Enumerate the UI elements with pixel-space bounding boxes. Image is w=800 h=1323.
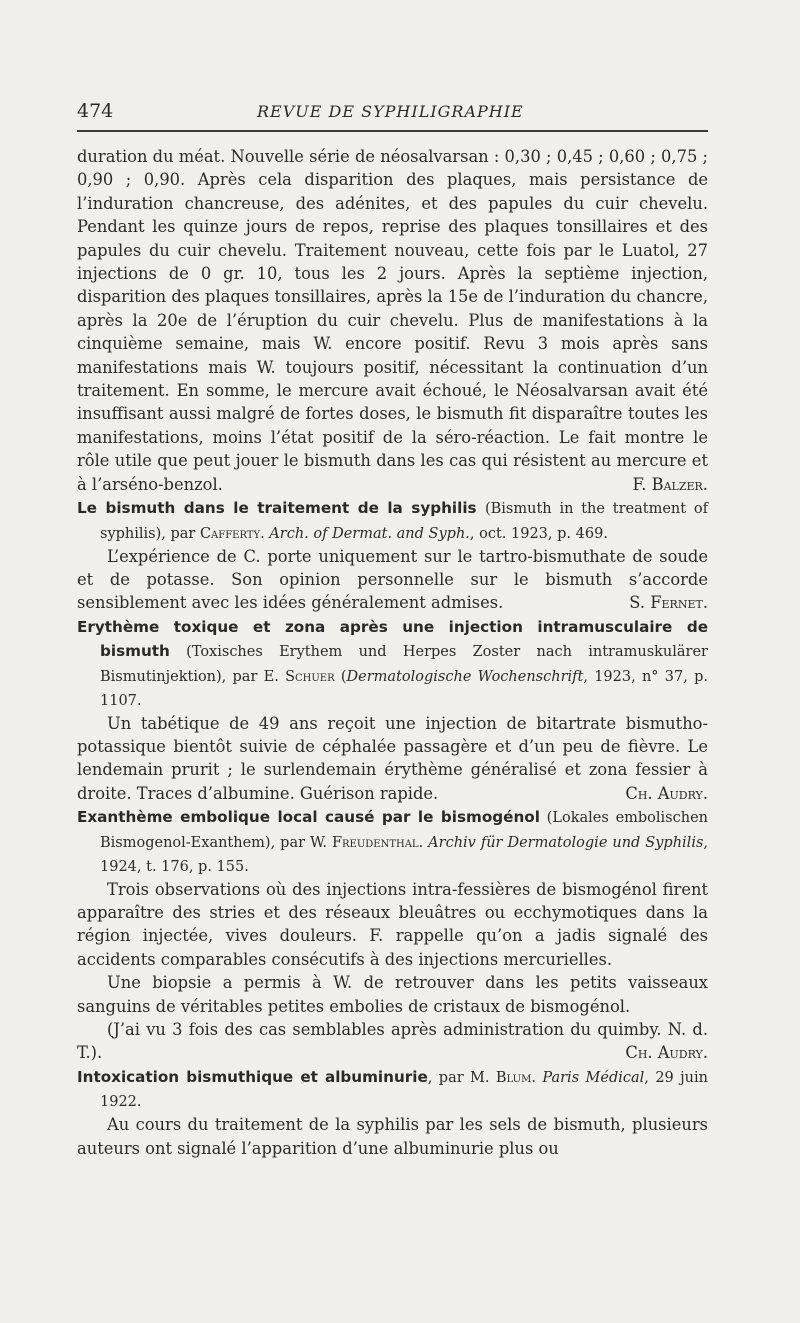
review-title: Erythème toxique et zona après une injection intramusculaire de bismuth [77,617,708,661]
review-item [77,615,708,805]
review-signature: S. Fernet. [629,593,708,613]
review-paragraph: Trois observations où des injections intra-fessières de bismogénol firent apparaître des stries et des réseaux bleuâtres ou ecchymotiques dans la région injectée, vives douleurs. F. rappelle qu’on a jadis signalé des accidents comparables consécutifs à des injections mercurielles. [77,879,708,969]
review-title: Exanthème embolique local causé par le bismogénol [77,808,540,827]
review-paragraph: Une biopsie a permis à W. de retrouver dans les petits vaisseaux sanguins de véritables petites embolies de cristaux de bismogénol. [77,973,708,1016]
review-author: Cafferty [199,525,261,542]
review-meta-tail: , 1923, n° 37, p. 1107. [100,668,708,709]
running-title: REVUE DE SYPHILIGRAPHIE [257,102,524,121]
review-meta-plain: (Lokales embolischen Bismogenol-Exanthem), par W. [100,810,709,851]
article-body [77,145,708,1160]
review-text: L’expérience de C. porte uniquement sur le tartro-bismuthate de soude et de potasse. Son opinion personnelle sur le bismuth s’accorde sensiblement avec les idées généralement admises. [77,546,708,613]
review-author: Blum [495,1069,532,1086]
review-meta-tail: , oct. 1923, p. 469. [469,525,608,542]
review-paragraph [77,712,708,806]
review-item [77,805,708,1065]
review-journal: Paris Médical [542,1069,645,1086]
review-meta-plain: (Bismuth in the treatment of syphilis), par [100,501,708,542]
review-journal: Arch. of Dermat. and Syph. [269,525,470,542]
header-rule [77,130,708,132]
review-meta-sep: ( [334,668,347,685]
review-paragraph [77,1018,708,1065]
review-meta-tail: , 1924, t. 176, p. 155. [100,834,709,875]
review-item [77,1065,708,1160]
review-meta-sep: . [531,1069,543,1086]
review-meta-sep: . [418,834,429,851]
review-title: Intoxication bismuthique et albuminurie [77,1067,428,1086]
review-meta-sep: . [260,525,270,542]
review-paragraph: Au cours du traitement de la syphilis par les sels de bismuth, plusieurs auteurs ont signalé l’apparition d’une albuminurie plus ou [77,1115,708,1158]
intro-paragraph [77,145,708,496]
review-meta-plain: , par M. [427,1069,496,1086]
review-paragraph [77,545,708,615]
intro-text: duration du méat. Nouvelle série de néosalvarsan : 0,30 ; 0,45 ; 0,60 ; 0,75 ; 0,90 ; 0,90. Après cela disparition des plaques, mais persistance de l’induration chancreuse, des adénites, et des papules du cuir chevelu. Pendant les quinze jours de repos, reprise des plaques tonsillaires et des papules du cuir chevelu. Traitement nouveau, cette fois par le Luatol, 27 injections de 0 gr. 10, tous les 2 jours. Après la septième injection, disparition des plaques tonsillaires, après la 15e de l’induration du chancre, après la 20e de l’éruption du cuir chevelu. Plus de manifestations à la cinquième semaine, mais W. encore positif. Revu 3 mois après sans manifestations mais W. toujours positif, nécessitant la continuation d’un traitement. En somme, le mercure avait échoué, le Néosalvarsan avait été insuffisant aussi malgré de fortes doses, le bismuth fit disparaître toutes les manifestations, moins l’état positif de la séro-réaction. Le fait montre le rôle utile que peut jouer le bismuth dans les cas qui résistent au mercure et à l’arséno-benzol. [77,147,708,494]
review-meta-tail: , 29 juin 1922. [100,1069,708,1111]
review-author: Schuer [285,668,335,685]
review-text: (J’ai vu 3 fois des cas semblables après administration du quimby. N. d. T.). [77,1020,708,1063]
review-meta-plain: (Toxisches Erythem und Herpes Zoster nach intramuskulärer Bismutinjektion), par E. [100,644,708,685]
review-item [77,496,708,615]
review-text: Un tabétique de 49 ans reçoit une injection de bitartrate bismutho-potassique bientôt suivie de céphalée passagère et d’un peu de fièvre. Le lendemain prurit ; le surlendemain érythème généralisé et zona fessier à droite. Traces d’albumine. Guérison rapide. [77,713,708,803]
page-number: 474 [77,100,114,122]
page-header [77,96,708,130]
review-signature: Ch. Audry. [625,1043,708,1063]
review-journal: Archiv für Dermatologie und Syphilis [428,834,704,851]
review-journal: Dermatologische Wochenschrift [346,668,584,685]
review-title: Le bismuth dans le traitement de la syphilis [77,499,477,518]
review-signature: Ch. Audry. [625,783,708,803]
intro-signature: F. Balzer. [632,474,708,494]
review-author: Freudenthal [331,834,419,851]
